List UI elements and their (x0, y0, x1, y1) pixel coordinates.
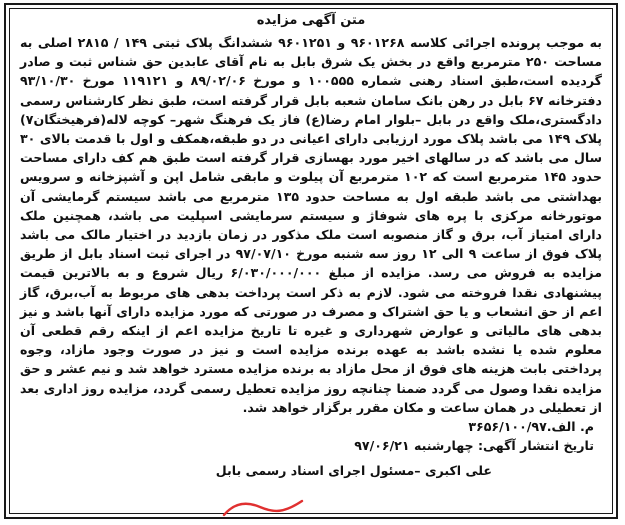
publish-date: تاریخ انتشار آگهی: چهارشنبه ۹۷/۰۶/۲۱ (354, 438, 594, 454)
notice-title: متن آگهی مزایده (256, 13, 366, 28)
notice-frame (4, 3, 618, 519)
notice-box (9, 8, 613, 514)
notice-body: به موجب پرونده اجرائی کلاسه ۹۶۰۱۲۶۸ و ۹۶۰۱۲۵۱ ششدانگ پلاک ثبتی ۱۴۹ / ۲۸۱۵ اصلی به مساحت ۲۵۰ مترمربع واقع در بخش یک شرق بابل به نام آقای عابدین حق شناس ثبت و صادر گردیده است،طبق اسناد رهنی شماره ۱۰۰۵۵۵ و مورخ ۸۹/۰۲/۰۶ و ۱۱۹۱۲۱ مورخ ۹۳/۱۰/۳۰ دفترخانه ۶۷ بابل در رهن بانک سامان شعبه بابل قرار گرفته است، طبق نظر کارشناس رسمی دادگستری،ملک واقع در بابل –بلوار امام رضا(ع) فاز یک فرهنگ شهر– کوچه لاله(فرهیختگان۷) پلاک ۱۴۹ می باشد پلاک مورد ارزیابی دارای اعیانی در دو طبقه،همکف و اول با قدمت بالای ۳۰ سال می باشد که در سالهای اخیر مورد بهسازی قرار گرفته است طبق هم کف دارای مساحت حدود ۱۴۵ مترمربع است که ۱۰۲ مترمربع آن پیلوت و مابقی شامل اپن و آشپزخانه و سرویس بهداشتی می باشد طبقه اول به مساحت حدود ۱۳۵ مترمربع می باشد سیستم گرمایشی آن موتورخانه مرکزی با پره های شوفاژ و سیستم سرمایشی اسپلیت می باشد، همچنین ملک دارای امتیاز آب، برق و گاز منصوبه است ملک مذکور در زمان بازدید در اختیار مالک می باشد پلاک فوق از ساعت ۹ الی ۱۲ روز سه شنبه مورخ ۹۷/۰۷/۱۰ در اجرای ثبت اسناد بابل از طریق مزایده به فروش می رسد. مزایده از مبلغ ۶/۰۳۰/۰۰۰/۰۰۰ ریال شروع و به بالاترین قیمت پیشنهادی نقدا فروخته می شود. لازم به ذکر است پرداخت بدهی های مربوط به آب،برق، گاز اعم از حق انشعاب و یا حق اشتراک و مصرف در صورتی که مورد مزایده دارای آنها باشد و نیز بدهی های مالیاتی و عوارض شهرداری و غیره تا تاریخ مزایده اعم از اینکه رقم قطعی آن معلوم شده یا نشده باشد به عهده برنده مزایده است و نیز در صورت وجود مازاد، وجوه پرداختی بابت هزینه های فوق از محل مازاد به برنده مزایده مسترد خواهد شد و نیم عشر و حق مزایده نقدا وصول می گردد ضمنا چنانچه روز مزایده تعطیل رسمی گردد، مزایده روز اداری بعد از تعطیلی در همان ساعت و مکان مقرر برگزار خواهد شد. (20, 35, 603, 415)
signature-line: علی اکبری –مسئول اجرای اسناد رسمی بابل (215, 463, 492, 479)
stamp-mark-icon (220, 497, 306, 517)
reference-number: م. الف.۳۶۵۶/۱۰۰/۹۷ (468, 419, 594, 435)
